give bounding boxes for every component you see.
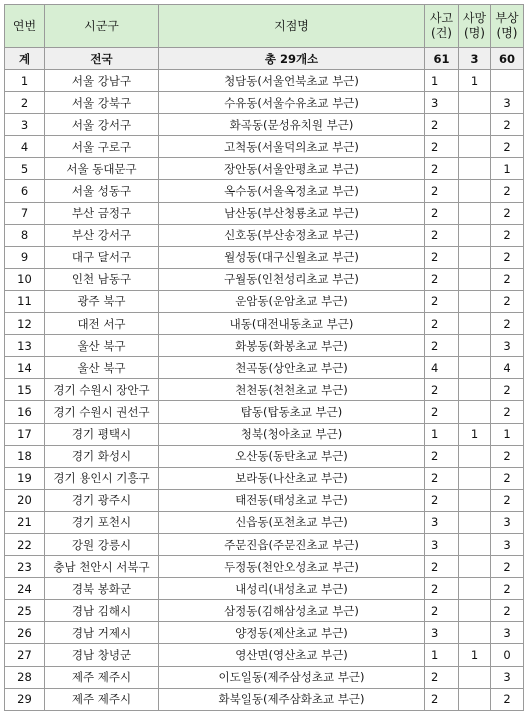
cell-injuries: 2: [491, 114, 524, 136]
cell-deaths: [459, 268, 491, 290]
cell-district: 서울 강서구: [45, 114, 159, 136]
cell-deaths: [459, 533, 491, 555]
cell-district: 서울 성동구: [45, 180, 159, 202]
cell-district: 경기 용인시 기흥구: [45, 467, 159, 489]
table-row: [5, 290, 524, 312]
cell-location: 삼정동(김해삼성초교 부근): [159, 600, 425, 622]
cell-no: 27: [5, 644, 45, 666]
table-row: [5, 313, 524, 335]
cell-district: 경기 포천시: [45, 511, 159, 533]
cell-district: 대구 달서구: [45, 246, 159, 268]
cell-no: 7: [5, 202, 45, 224]
cell-accidents: 3: [425, 533, 459, 555]
cell-no: 26: [5, 622, 45, 644]
cell-no: 20: [5, 489, 45, 511]
cell-no: 8: [5, 224, 45, 246]
table-row: [5, 445, 524, 467]
header-location: 지점명: [159, 5, 425, 48]
cell-location: 남산동(부산청룡초교 부근): [159, 202, 425, 224]
cell-location: 내동(대전내동초교 부근): [159, 313, 425, 335]
cell-location: 천천동(천천초교 부근): [159, 379, 425, 401]
cell-injuries: 2: [491, 268, 524, 290]
cell-accidents: 2: [425, 467, 459, 489]
cell-no: 4: [5, 136, 45, 158]
cell-deaths: [459, 622, 491, 644]
cell-accidents: 2: [425, 379, 459, 401]
cell-accidents: 2: [425, 401, 459, 423]
table-row: [5, 644, 524, 666]
header-row: [5, 5, 524, 48]
cell-accidents: 2: [425, 136, 459, 158]
table-row: [5, 489, 524, 511]
cell-deaths: [459, 467, 491, 489]
cell-district: 경기 수원시 장안구: [45, 379, 159, 401]
cell-district: 강원 강릉시: [45, 533, 159, 555]
cell-deaths: [459, 578, 491, 600]
cell-deaths: [459, 136, 491, 158]
cell-location: 천곡동(상안초교 부근): [159, 357, 425, 379]
cell-accidents: 2: [425, 666, 459, 688]
cell-location: 화봉동(화봉초교 부근): [159, 335, 425, 357]
cell-district: 부산 강서구: [45, 224, 159, 246]
cell-location: 운암동(운암초교 부근): [159, 290, 425, 312]
cell-location: 장안동(서울안평초교 부근): [159, 158, 425, 180]
cell-injuries: 4: [491, 357, 524, 379]
cell-district: 경기 화성시: [45, 445, 159, 467]
cell-injuries: 2: [491, 246, 524, 268]
table-row: [5, 114, 524, 136]
cell-accidents: 2: [425, 489, 459, 511]
cell-district: 경남 김해시: [45, 600, 159, 622]
cell-district: 경남 창녕군: [45, 644, 159, 666]
cell-injuries: 2: [491, 202, 524, 224]
cell-no: 24: [5, 578, 45, 600]
cell-deaths: [459, 511, 491, 533]
table-row: [5, 533, 524, 555]
cell-district: 서울 강북구: [45, 92, 159, 114]
cell-deaths: [459, 401, 491, 423]
cell-no: 16: [5, 401, 45, 423]
cell-no: 6: [5, 180, 45, 202]
cell-injuries: 3: [491, 533, 524, 555]
cell-district: 충남 천안시 서북구: [45, 556, 159, 578]
cell-accidents: 2: [425, 600, 459, 622]
cell-district: 대전 서구: [45, 313, 159, 335]
cell-accidents: 2: [425, 688, 459, 710]
table-row: [5, 401, 524, 423]
cell-district: 경기 광주시: [45, 489, 159, 511]
cell-accidents: 2: [425, 114, 459, 136]
cell-deaths: [459, 290, 491, 312]
cell-deaths: 1: [459, 423, 491, 445]
cell-deaths: [459, 556, 491, 578]
table-row: [5, 357, 524, 379]
cell-no: 13: [5, 335, 45, 357]
cell-accidents: 2: [425, 445, 459, 467]
cell-injuries: 2: [491, 180, 524, 202]
table-row: [5, 578, 524, 600]
cell-injuries: 2: [491, 489, 524, 511]
cell-district: 부산 금정구: [45, 202, 159, 224]
table-row: [5, 688, 524, 710]
table-header: [5, 5, 524, 48]
table-row: [5, 268, 524, 290]
cell-accidents: 1: [425, 644, 459, 666]
cell-accidents: 2: [425, 224, 459, 246]
cell-deaths: [459, 224, 491, 246]
cell-accidents: 2: [425, 313, 459, 335]
total-district: 전국: [45, 48, 159, 70]
cell-district: 서울 강남구: [45, 70, 159, 92]
cell-accidents: 2: [425, 180, 459, 202]
table-body: [5, 48, 524, 711]
cell-no: 2: [5, 92, 45, 114]
cell-district: 제주 제주시: [45, 688, 159, 710]
cell-no: 9: [5, 246, 45, 268]
cell-location: 두정동(천안오성초교 부근): [159, 556, 425, 578]
cell-no: 5: [5, 158, 45, 180]
cell-accidents: 4: [425, 357, 459, 379]
header-district: 시군구: [45, 5, 159, 48]
cell-deaths: [459, 246, 491, 268]
cell-location: 수유동(서울수유초교 부근): [159, 92, 425, 114]
cell-accidents: 1: [425, 70, 459, 92]
cell-injuries: [491, 70, 524, 92]
header-no: 연번: [5, 5, 45, 48]
total-injuries: 60: [491, 48, 524, 70]
cell-no: 3: [5, 114, 45, 136]
cell-injuries: 3: [491, 335, 524, 357]
cell-injuries: 2: [491, 467, 524, 489]
cell-no: 22: [5, 533, 45, 555]
table-row: [5, 600, 524, 622]
cell-accidents: 2: [425, 290, 459, 312]
cell-district: 서울 동대문구: [45, 158, 159, 180]
table-container: [4, 4, 524, 711]
cell-accidents: 3: [425, 92, 459, 114]
cell-no: 25: [5, 600, 45, 622]
cell-injuries: 2: [491, 313, 524, 335]
table-row: [5, 666, 524, 688]
cell-district: 경기 수원시 권선구: [45, 401, 159, 423]
cell-injuries: 2: [491, 578, 524, 600]
cell-no: 19: [5, 467, 45, 489]
cell-district: 경남 거제시: [45, 622, 159, 644]
cell-accidents: 3: [425, 622, 459, 644]
table-row: [5, 556, 524, 578]
cell-deaths: [459, 92, 491, 114]
cell-no: 28: [5, 666, 45, 688]
cell-accidents: 2: [425, 578, 459, 600]
table-row: [5, 92, 524, 114]
cell-district: 울산 북구: [45, 335, 159, 357]
total-no: 계: [5, 48, 45, 70]
total-accidents: 61: [425, 48, 459, 70]
cell-location: 탑동(탑동초교 부근): [159, 401, 425, 423]
cell-district: 경기 평택시: [45, 423, 159, 445]
table-row: [5, 622, 524, 644]
cell-no: 14: [5, 357, 45, 379]
cell-location: 화곡동(문성유치원 부근): [159, 114, 425, 136]
cell-district: 제주 제주시: [45, 666, 159, 688]
cell-location: 태전동(태성초교 부근): [159, 489, 425, 511]
cell-injuries: 2: [491, 136, 524, 158]
cell-injuries: 3: [491, 622, 524, 644]
cell-district: 광주 북구: [45, 290, 159, 312]
header-injuries: 부상 (명): [491, 5, 524, 48]
cell-deaths: [459, 445, 491, 467]
cell-no: 29: [5, 688, 45, 710]
cell-location: 신호동(부산송정초교 부근): [159, 224, 425, 246]
cell-injuries: 0: [491, 644, 524, 666]
total-row: [5, 48, 524, 70]
total-location: 총 29개소: [159, 48, 425, 70]
cell-location: 오산동(동탄초교 부근): [159, 445, 425, 467]
cell-injuries: 2: [491, 688, 524, 710]
cell-deaths: [459, 158, 491, 180]
cell-deaths: 1: [459, 70, 491, 92]
cell-injuries: 2: [491, 445, 524, 467]
cell-injuries: 1: [491, 158, 524, 180]
table-row: [5, 202, 524, 224]
cell-district: 인천 남동구: [45, 268, 159, 290]
cell-injuries: 3: [491, 511, 524, 533]
header-accidents: 사고 (건): [425, 5, 459, 48]
cell-no: 17: [5, 423, 45, 445]
cell-injuries: 2: [491, 401, 524, 423]
cell-no: 1: [5, 70, 45, 92]
cell-location: 화북일동(제주삼화초교 부근): [159, 688, 425, 710]
cell-location: 내성리(내성초교 부근): [159, 578, 425, 600]
table-row: [5, 467, 524, 489]
cell-deaths: [459, 666, 491, 688]
cell-accidents: 2: [425, 158, 459, 180]
cell-injuries: 1: [491, 423, 524, 445]
cell-district: 경북 봉화군: [45, 578, 159, 600]
table-row: [5, 224, 524, 246]
cell-location: 이도일동(제주삼성초교 부근): [159, 666, 425, 688]
cell-deaths: [459, 202, 491, 224]
cell-deaths: [459, 489, 491, 511]
table-row: [5, 511, 524, 533]
cell-injuries: 2: [491, 224, 524, 246]
cell-deaths: [459, 357, 491, 379]
cell-injuries: 2: [491, 379, 524, 401]
header-deaths: 사망 (명): [459, 5, 491, 48]
cell-no: 21: [5, 511, 45, 533]
cell-no: 23: [5, 556, 45, 578]
cell-deaths: [459, 114, 491, 136]
table-row: [5, 136, 524, 158]
table-row: [5, 180, 524, 202]
cell-accidents: 1: [425, 423, 459, 445]
cell-deaths: [459, 180, 491, 202]
table-row: [5, 246, 524, 268]
accident-hotspot-table: [4, 4, 524, 711]
cell-location: 신읍동(포천초교 부근): [159, 511, 425, 533]
cell-district: 서울 구로구: [45, 136, 159, 158]
cell-injuries: 2: [491, 556, 524, 578]
cell-deaths: [459, 688, 491, 710]
cell-accidents: 2: [425, 268, 459, 290]
cell-deaths: 1: [459, 644, 491, 666]
cell-location: 옥수동(서울옥정초교 부근): [159, 180, 425, 202]
cell-deaths: [459, 313, 491, 335]
table-row: [5, 158, 524, 180]
table-row: [5, 70, 524, 92]
table-row: [5, 423, 524, 445]
cell-injuries: 2: [491, 600, 524, 622]
cell-accidents: 3: [425, 511, 459, 533]
cell-accidents: 2: [425, 335, 459, 357]
table-row: [5, 335, 524, 357]
cell-injuries: 2: [491, 290, 524, 312]
cell-injuries: 3: [491, 666, 524, 688]
cell-accidents: 2: [425, 202, 459, 224]
cell-location: 보라동(나산초교 부근): [159, 467, 425, 489]
cell-no: 15: [5, 379, 45, 401]
cell-location: 영산면(영산초교 부근): [159, 644, 425, 666]
cell-location: 구월동(인천성리초교 부근): [159, 268, 425, 290]
table-row: [5, 379, 524, 401]
cell-accidents: 2: [425, 556, 459, 578]
cell-deaths: [459, 600, 491, 622]
cell-injuries: 3: [491, 92, 524, 114]
cell-deaths: [459, 335, 491, 357]
cell-no: 12: [5, 313, 45, 335]
cell-accidents: 2: [425, 246, 459, 268]
cell-location: 청담동(서울언북초교 부근): [159, 70, 425, 92]
cell-deaths: [459, 379, 491, 401]
cell-district: 울산 북구: [45, 357, 159, 379]
cell-location: 주문진읍(주문진초교 부근): [159, 533, 425, 555]
cell-location: 청북(청아초교 부근): [159, 423, 425, 445]
cell-location: 월성동(대구신월초교 부근): [159, 246, 425, 268]
total-deaths: 3: [459, 48, 491, 70]
cell-no: 18: [5, 445, 45, 467]
cell-location: 고척동(서울덕의초교 부근): [159, 136, 425, 158]
cell-no: 11: [5, 290, 45, 312]
cell-location: 양정동(제산초교 부근): [159, 622, 425, 644]
cell-no: 10: [5, 268, 45, 290]
